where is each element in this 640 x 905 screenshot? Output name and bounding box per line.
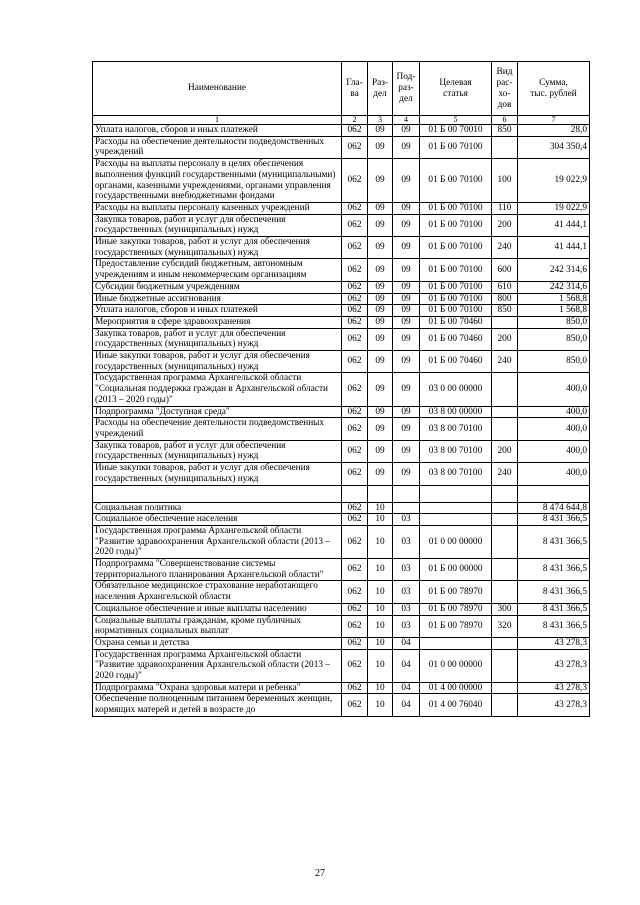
table-row [93, 159, 590, 203]
cell-section: 09 [368, 418, 393, 440]
cell-subsection: 09 [393, 159, 420, 203]
cell-subsection: 09 [393, 463, 420, 485]
cell-amount: 43 278,3 [518, 649, 590, 682]
cell-subsection: 03 [393, 603, 420, 615]
cell-name: Закупка товаров, работ и услуг для обеспечения государственных (муниципальных) нужд [93, 440, 342, 462]
cell-expense-type: 850 [492, 305, 518, 317]
cell-section: 10 [368, 649, 393, 682]
cell-expense-type: 800 [492, 293, 518, 305]
cell-target [420, 637, 492, 649]
cell-chapter: 062 [342, 351, 368, 373]
cell-subsection: 04 [393, 694, 420, 716]
cell-name: Государственная программа Архангельской области "Социальная поддержка граждан в Архангельской области (2013 – 2020 годы)" [93, 373, 342, 406]
cell-amount: 400,0 [518, 406, 590, 418]
cell-target: 01 Б 00 70460 [420, 316, 492, 328]
page-number: 27 [315, 868, 325, 879]
cell-section: 09 [368, 293, 393, 305]
cell-chapter: 062 [342, 136, 368, 158]
table-row [93, 406, 590, 418]
cell-expense-type [492, 682, 518, 694]
cell-name: Предоставление субсидий бюджетным, автономным учреждениям и иным некоммерческим организациям [93, 259, 342, 281]
table-row [93, 694, 590, 716]
table-row [93, 214, 590, 236]
cell-target: 03 8 00 70100 [420, 463, 492, 485]
cell-expense-type [492, 406, 518, 418]
cell-expense-type [492, 637, 518, 649]
cell-expense-type [492, 694, 518, 716]
cell-expense-type: 610 [492, 281, 518, 293]
cell-expense-type: 200 [492, 328, 518, 350]
table-row [93, 418, 590, 440]
cell-subsection: 09 [393, 418, 420, 440]
cell-chapter: 062 [342, 214, 368, 236]
cell-name: Государственная программа Архангельской области "Развитие здравоохранения Архангельской области (2013 – 2020 годы)" [93, 649, 342, 682]
cell-section: 10 [368, 581, 393, 603]
table-row [93, 603, 590, 615]
cell-target [420, 485, 492, 502]
cell-subsection: 09 [393, 281, 420, 293]
cell-amount: 8 431 366,5 [518, 559, 590, 581]
cell-chapter: 062 [342, 682, 368, 694]
cell-subsection [393, 485, 420, 502]
cell-chapter: 062 [342, 649, 368, 682]
table-row [93, 615, 590, 637]
cell-expense-type: 320 [492, 615, 518, 637]
table-row [93, 373, 590, 406]
cell-expense-type: 240 [492, 351, 518, 373]
table-row [93, 305, 590, 317]
cell-expense-type [492, 485, 518, 502]
cell-section: 09 [368, 214, 393, 236]
cell-expense-type: 240 [492, 463, 518, 485]
cell-target [420, 514, 492, 526]
column-number: 4 [393, 116, 420, 125]
cell-subsection: 09 [393, 293, 420, 305]
cell-expense-type [492, 581, 518, 603]
cell-subsection: 09 [393, 373, 420, 406]
cell-subsection: 09 [393, 406, 420, 418]
cell-target: 01 0 00 00000 [420, 525, 492, 558]
cell-target: 01 Б 00 70100 [420, 202, 492, 214]
cell-subsection: 04 [393, 682, 420, 694]
cell-subsection: 09 [393, 259, 420, 281]
cell-chapter: 062 [342, 159, 368, 203]
cell-name: Иные закупки товаров, работ и услуг для обеспечения государственных (муниципальных) нужд [93, 351, 342, 373]
cell-name: Уплата налогов, сборов и иных платежей [93, 305, 342, 317]
cell-amount: 19 022,9 [518, 159, 590, 203]
cell-target: 03 0 00 00000 [420, 373, 492, 406]
cell-target: 01 Б 00 70100 [420, 136, 492, 158]
table-row [93, 316, 590, 328]
cell-chapter: 062 [342, 281, 368, 293]
cell-section: 10 [368, 603, 393, 615]
table-row [93, 328, 590, 350]
cell-name: Социальная политика [93, 502, 342, 514]
cell-chapter: 062 [342, 502, 368, 514]
cell-section: 09 [368, 328, 393, 350]
cell-chapter [342, 485, 368, 502]
cell-section [368, 485, 393, 502]
cell-target: 03 8 00 00000 [420, 406, 492, 418]
cell-expense-type: 850 [492, 125, 518, 137]
cell-expense-type: 600 [492, 259, 518, 281]
cell-amount: 43 278,3 [518, 637, 590, 649]
cell-chapter: 062 [342, 603, 368, 615]
cell-section: 09 [368, 463, 393, 485]
cell-chapter: 062 [342, 259, 368, 281]
cell-chapter: 062 [342, 125, 368, 137]
cell-section: 10 [368, 694, 393, 716]
cell-target: 01 Б 00 70100 [420, 293, 492, 305]
table-row [93, 485, 590, 502]
cell-expense-type: 110 [492, 202, 518, 214]
cell-name: Уплата налогов, сборов и иных платежей [93, 125, 342, 137]
budget-table [92, 61, 590, 717]
cell-chapter: 062 [342, 202, 368, 214]
cell-expense-type [492, 525, 518, 558]
cell-subsection: 09 [393, 305, 420, 317]
cell-amount: 8 431 366,5 [518, 525, 590, 558]
cell-target: 01 4 00 00000 [420, 682, 492, 694]
table-row [93, 682, 590, 694]
cell-name: Иные закупки товаров, работ и услуг для обеспечения государственных (муниципальных) нужд [93, 463, 342, 485]
column-number: 6 [492, 116, 518, 125]
cell-target: 01 Б 00 78970 [420, 615, 492, 637]
cell-subsection: 03 [393, 514, 420, 526]
cell-target: 01 Б 00 70100 [420, 237, 492, 259]
cell-amount: 850,0 [518, 351, 590, 373]
cell-target: 03 8 00 70100 [420, 440, 492, 462]
cell-expense-type [492, 649, 518, 682]
cell-amount: 304 350,4 [518, 136, 590, 158]
table-row [93, 202, 590, 214]
table-row [93, 281, 590, 293]
cell-chapter: 062 [342, 406, 368, 418]
cell-amount: 8 431 366,5 [518, 603, 590, 615]
cell-name: Закупка товаров, работ и услуг для обеспечения государственных (муниципальных) нужд [93, 214, 342, 236]
cell-amount: 242 314,6 [518, 259, 590, 281]
cell-section: 09 [368, 136, 393, 158]
header-expense-type: Вид рас- хо- дов [492, 62, 518, 116]
cell-expense-type [492, 316, 518, 328]
cell-name: Расходы на выплаты персоналу казенных учреждений [93, 202, 342, 214]
cell-subsection: 09 [393, 316, 420, 328]
cell-section: 10 [368, 514, 393, 526]
table-row [93, 440, 590, 462]
cell-name: Расходы на обеспечение деятельности подведомственных учреждений [93, 418, 342, 440]
cell-section: 09 [368, 440, 393, 462]
cell-chapter: 062 [342, 373, 368, 406]
cell-chapter: 062 [342, 615, 368, 637]
cell-name: Социальные выплаты гражданам, кроме публичных нормативных социальных выплат [93, 615, 342, 637]
cell-section: 10 [368, 637, 393, 649]
cell-amount: 19 022,9 [518, 202, 590, 214]
header-amount: Сумма, тыс. рублей [518, 62, 590, 116]
cell-amount: 400,0 [518, 418, 590, 440]
cell-chapter: 062 [342, 305, 368, 317]
table-row [93, 502, 590, 514]
cell-name [93, 485, 342, 502]
cell-amount: 850,0 [518, 316, 590, 328]
header-name: Наименование [93, 62, 342, 116]
cell-name: Государственная программа Архангельской области "Развитие здравоохранения Архангельской области (2013 – 2020 годы)" [93, 525, 342, 558]
cell-subsection: 04 [393, 637, 420, 649]
table-row [93, 237, 590, 259]
column-number: 3 [368, 116, 393, 125]
cell-name: Расходы на выплаты персоналу в целях обеспечения выполнения функций государственными (муниципальными) органами, казенными учреждениями, органами управления государственными внебюджетными фондами [93, 159, 342, 203]
cell-target: 01 Б 00 70100 [420, 259, 492, 281]
table-row [93, 514, 590, 526]
cell-amount: 1 568,8 [518, 305, 590, 317]
cell-chapter: 062 [342, 581, 368, 603]
cell-chapter: 062 [342, 514, 368, 526]
cell-amount: 850,0 [518, 328, 590, 350]
cell-expense-type: 300 [492, 603, 518, 615]
cell-subsection: 09 [393, 136, 420, 158]
cell-amount: 28,0 [518, 125, 590, 137]
cell-name: Подпрограмма "Охрана здоровья матери и ребенка" [93, 682, 342, 694]
cell-name: Обеспечение полноценным питанием беременных женщин, кормящих матерей и детей в возрасте до [93, 694, 342, 716]
cell-expense-type [492, 559, 518, 581]
cell-section: 10 [368, 559, 393, 581]
table-row [93, 559, 590, 581]
cell-amount: 1 568,8 [518, 293, 590, 305]
header-target: Целевая статья [420, 62, 492, 116]
cell-subsection: 03 [393, 525, 420, 558]
cell-subsection: 09 [393, 328, 420, 350]
cell-target: 01 Б 00 78970 [420, 581, 492, 603]
cell-amount: 8 431 366,5 [518, 514, 590, 526]
cell-section: 09 [368, 237, 393, 259]
cell-chapter: 062 [342, 559, 368, 581]
table-row [93, 463, 590, 485]
cell-amount: 41 444,1 [518, 214, 590, 236]
cell-expense-type: 200 [492, 214, 518, 236]
table-row [93, 649, 590, 682]
cell-target: 01 Б 00 70460 [420, 351, 492, 373]
cell-target: 01 0 00 00000 [420, 649, 492, 682]
cell-section: 10 [368, 525, 393, 558]
cell-amount: 400,0 [518, 373, 590, 406]
column-number: 7 [518, 116, 590, 125]
cell-amount: 41 444,1 [518, 237, 590, 259]
cell-name: Социальное обеспечение населения [93, 514, 342, 526]
cell-subsection: 09 [393, 237, 420, 259]
cell-amount: 242 314,6 [518, 281, 590, 293]
cell-subsection: 09 [393, 440, 420, 462]
cell-target: 01 Б 00 70100 [420, 214, 492, 236]
table-row [93, 293, 590, 305]
cell-subsection: 04 [393, 649, 420, 682]
cell-name: Иные закупки товаров, работ и услуг для обеспечения государственных (муниципальных) нужд [93, 237, 342, 259]
cell-target: 01 Б 00 70460 [420, 328, 492, 350]
cell-chapter: 062 [342, 328, 368, 350]
table-row [93, 259, 590, 281]
cell-subsection: 09 [393, 202, 420, 214]
cell-section: 09 [368, 316, 393, 328]
cell-subsection: 09 [393, 214, 420, 236]
column-number: 5 [420, 116, 492, 125]
cell-name: Расходы на обеспечение деятельности подведомственных учреждений [93, 136, 342, 158]
cell-target: 03 8 00 70100 [420, 418, 492, 440]
cell-target: 01 Б 00 70010 [420, 125, 492, 137]
cell-target [420, 502, 492, 514]
cell-amount: 43 278,3 [518, 682, 590, 694]
cell-subsection: 03 [393, 559, 420, 581]
cell-name: Подпрограмма "Доступная среда" [93, 406, 342, 418]
cell-amount: 400,0 [518, 440, 590, 462]
cell-subsection: 03 [393, 615, 420, 637]
cell-section: 09 [368, 202, 393, 214]
cell-expense-type [492, 373, 518, 406]
cell-section: 10 [368, 615, 393, 637]
header-row [93, 62, 590, 116]
cell-section: 10 [368, 682, 393, 694]
cell-expense-type [492, 418, 518, 440]
cell-amount: 8 431 366,5 [518, 581, 590, 603]
table-row [93, 525, 590, 558]
cell-chapter: 062 [342, 525, 368, 558]
cell-section: 09 [368, 406, 393, 418]
table-row [93, 136, 590, 158]
cell-section: 09 [368, 281, 393, 293]
cell-target: 01 Б 00 70100 [420, 281, 492, 293]
cell-chapter: 062 [342, 440, 368, 462]
cell-expense-type: 100 [492, 159, 518, 203]
cell-amount: 400,0 [518, 463, 590, 485]
cell-target: 01 Б 00 70100 [420, 159, 492, 203]
cell-expense-type: 240 [492, 237, 518, 259]
cell-chapter: 062 [342, 293, 368, 305]
cell-chapter: 062 [342, 694, 368, 716]
column-number: 1 [93, 116, 342, 125]
table-row [93, 581, 590, 603]
header-section: Раз- дел [368, 62, 393, 116]
cell-section: 09 [368, 351, 393, 373]
header-subsection: Под- раз- дел [393, 62, 420, 116]
cell-name: Охрана семьи и детства [93, 637, 342, 649]
cell-name: Обязательное медицинское страхование неработающего населения Архангельской области [93, 581, 342, 603]
cell-name: Субсидии бюджетным учреждениям [93, 281, 342, 293]
cell-expense-type [492, 136, 518, 158]
header-chapter: Гла- ва [342, 62, 368, 116]
cell-subsection [393, 502, 420, 514]
cell-name: Закупка товаров, работ и услуг для обеспечения государственных (муниципальных) нужд [93, 328, 342, 350]
cell-name: Иные бюджетные ассигнования [93, 293, 342, 305]
cell-section: 09 [368, 373, 393, 406]
cell-chapter: 062 [342, 316, 368, 328]
cell-target: 01 Б 00 70100 [420, 305, 492, 317]
cell-subsection: 03 [393, 581, 420, 603]
cell-section: 09 [368, 125, 393, 137]
cell-subsection: 09 [393, 351, 420, 373]
cell-name: Мероприятия в сфере здравоохранения [93, 316, 342, 328]
cell-chapter: 062 [342, 463, 368, 485]
cell-subsection: 09 [393, 125, 420, 137]
cell-name: Социальное обеспечение и иные выплаты населению [93, 603, 342, 615]
cell-amount: 8 474 644,8 [518, 502, 590, 514]
cell-target: 01 Б 00 78970 [420, 603, 492, 615]
cell-target: 01 4 00 76040 [420, 694, 492, 716]
cell-amount: 8 431 366,5 [518, 615, 590, 637]
cell-name: Подпрограмма "Совершенствование системы территориального планирования Архангельской области" [93, 559, 342, 581]
cell-section: 09 [368, 159, 393, 203]
cell-section: 09 [368, 259, 393, 281]
cell-chapter: 062 [342, 637, 368, 649]
table-row [93, 637, 590, 649]
cell-section: 09 [368, 305, 393, 317]
cell-target: 01 Б 00 00000 [420, 559, 492, 581]
column-number-row [93, 116, 590, 125]
table-body [93, 125, 590, 717]
column-number: 2 [342, 116, 368, 125]
cell-expense-type: 200 [492, 440, 518, 462]
cell-amount: 43 278,3 [518, 694, 590, 716]
cell-section: 10 [368, 502, 393, 514]
cell-chapter: 062 [342, 237, 368, 259]
cell-chapter: 062 [342, 418, 368, 440]
cell-expense-type [492, 514, 518, 526]
table-row [93, 351, 590, 373]
cell-expense-type [492, 502, 518, 514]
table-row [93, 125, 590, 137]
cell-amount [518, 485, 590, 502]
